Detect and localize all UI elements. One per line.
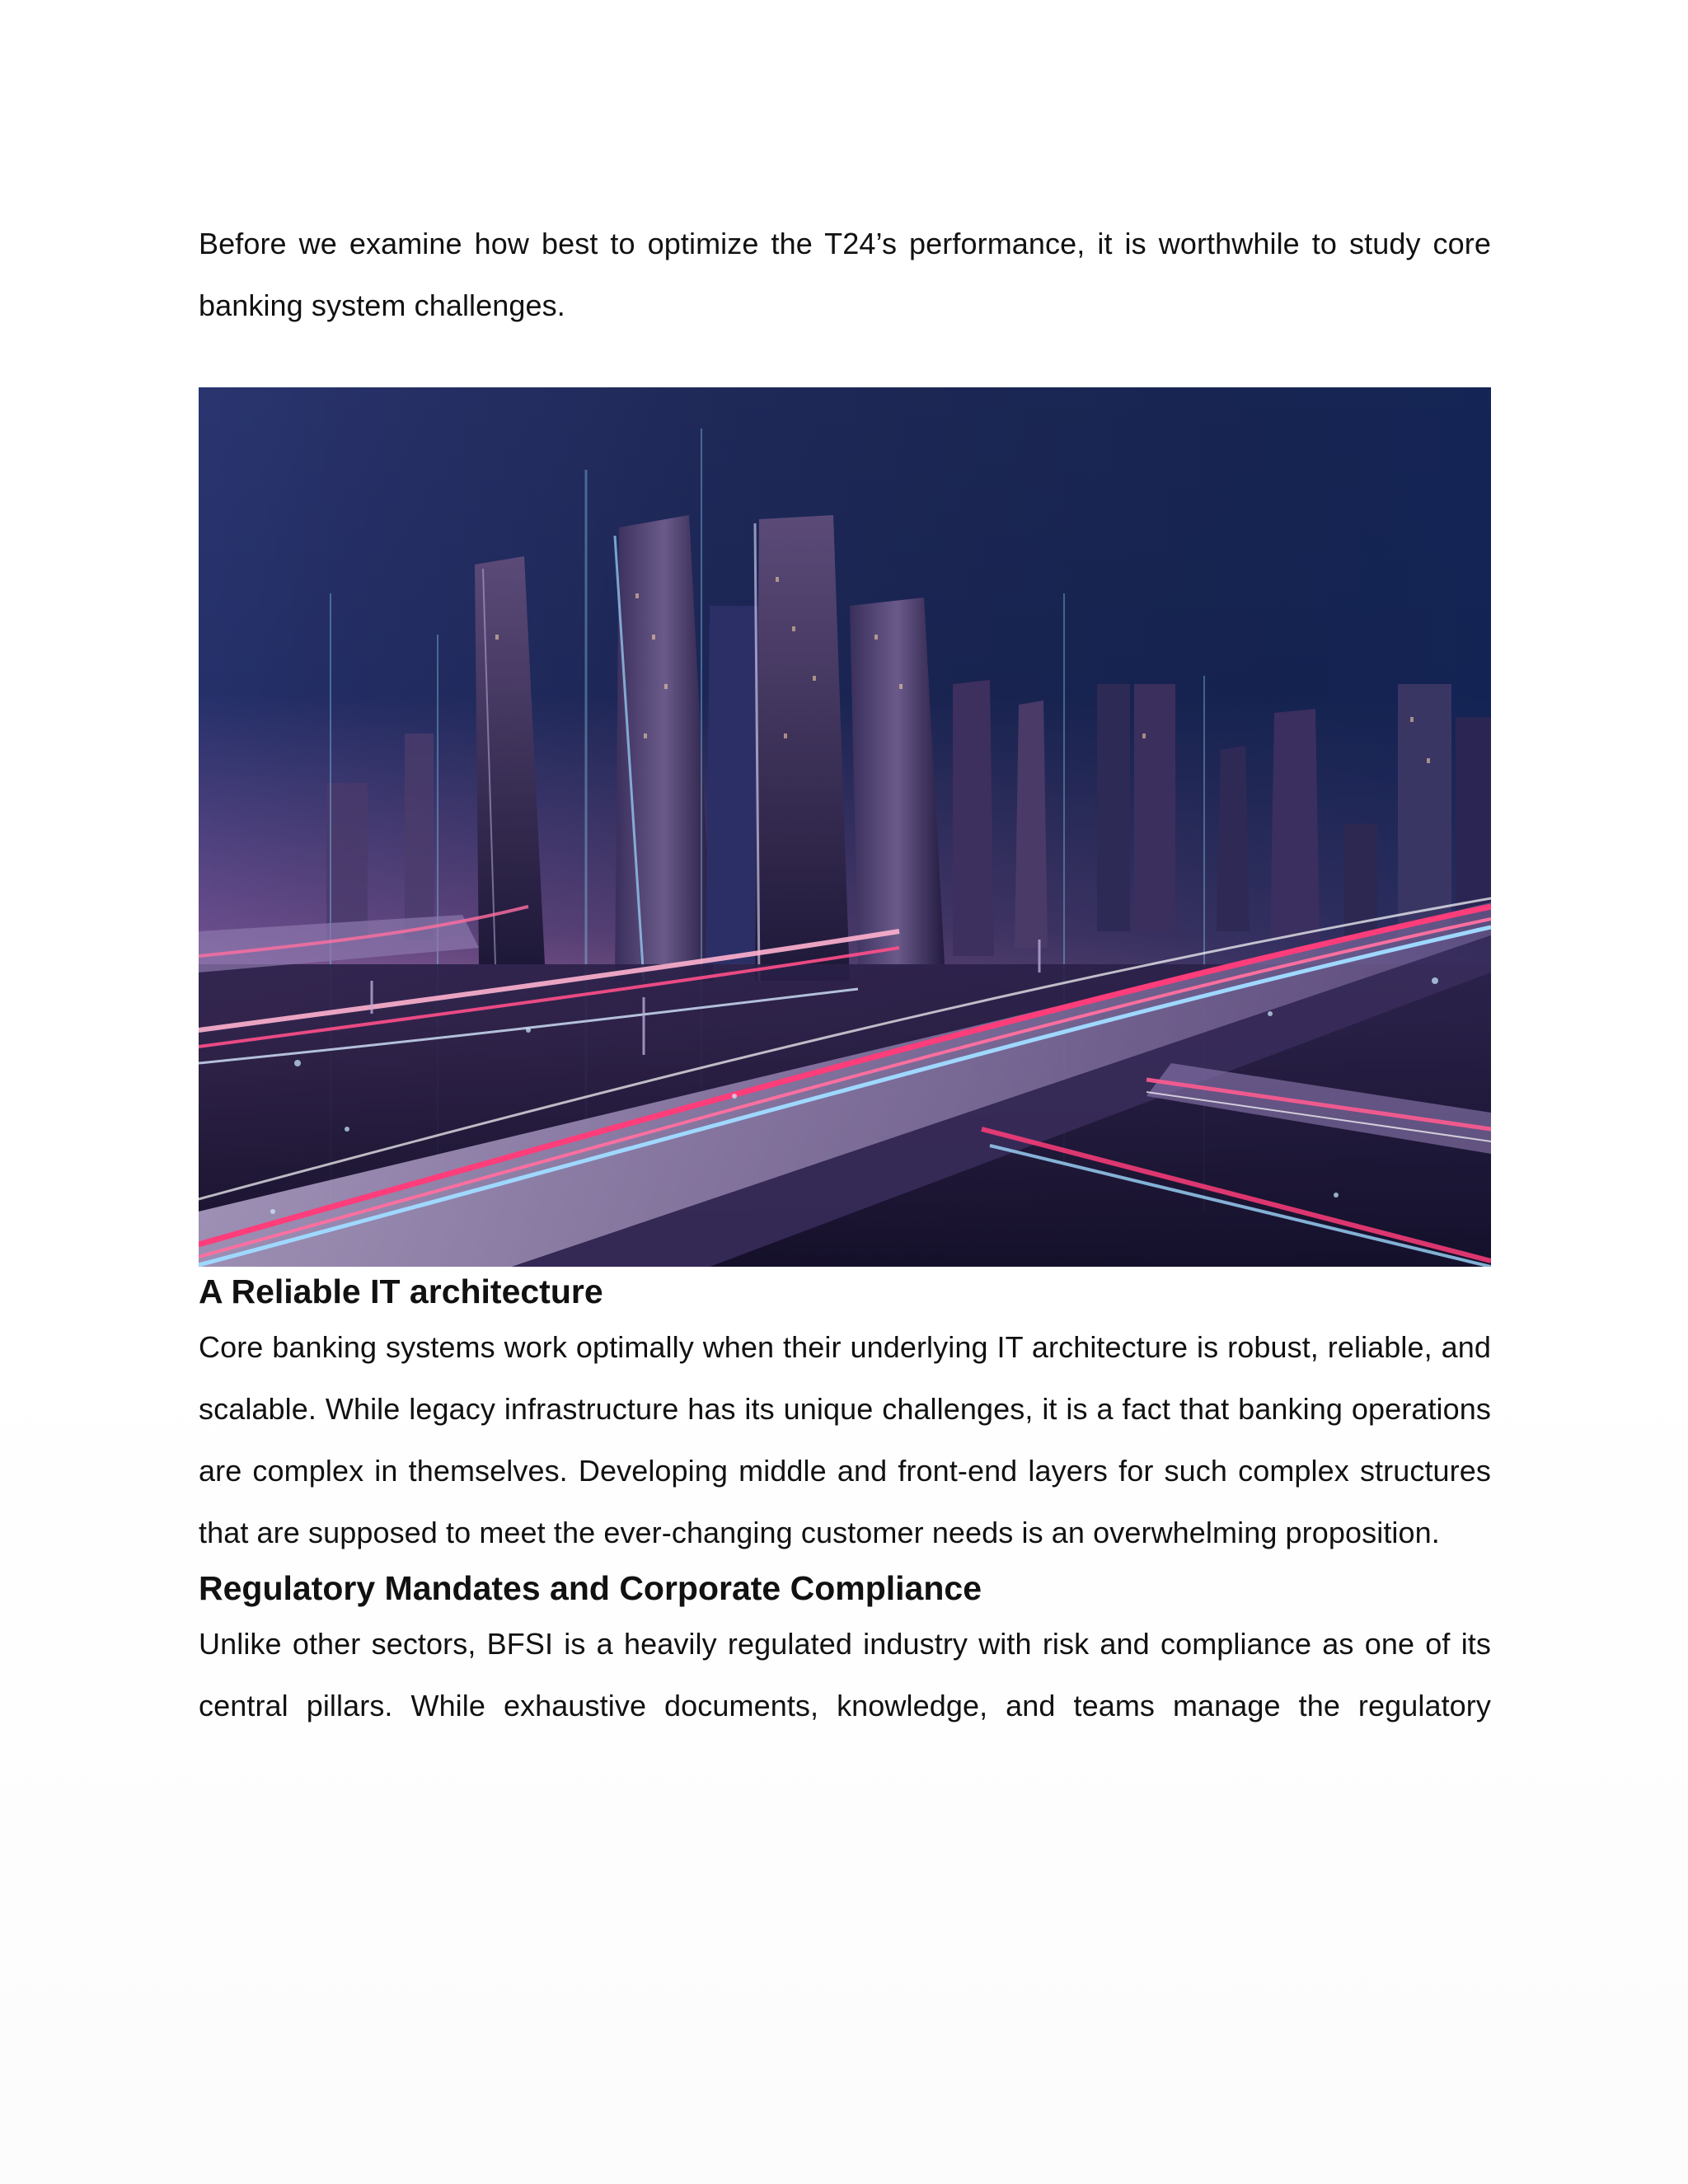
intro-paragraph: Before we examine how best to optimize the T24’s performance, it is worthwhile to study core banking system challenges. <box>199 227 1491 322</box>
skyline-illustration <box>199 387 1491 1267</box>
document-content <box>199 213 1491 1736</box>
section-title-regulatory-mandates: Regulatory Mandates and Corporate Compliance <box>199 1569 982 1607</box>
section-title-it-architecture: A Reliable IT architecture <box>199 1272 603 1310</box>
city-skyline-light-trails-image <box>199 387 1491 1267</box>
section-text-it-architecture: Core banking systems work optimally when their underlying IT architecture is robust, reliable, and scalable. While legacy infrastructure has its unique challenges, it is a fact that banking operations are complex in themselves. Developing middle and front-end layers for such complex structures that are supposed to meet the ever-changing customer needs is an overwhelming proposition. <box>199 1330 1491 1549</box>
section-text-regulatory-mandates: Unlike other sectors, BFSI is a heavily regulated industry with risk and compliance as one of its central pillars. While exhaustive documents, knowledge, and teams manage the regulatory <box>199 1627 1491 1722</box>
